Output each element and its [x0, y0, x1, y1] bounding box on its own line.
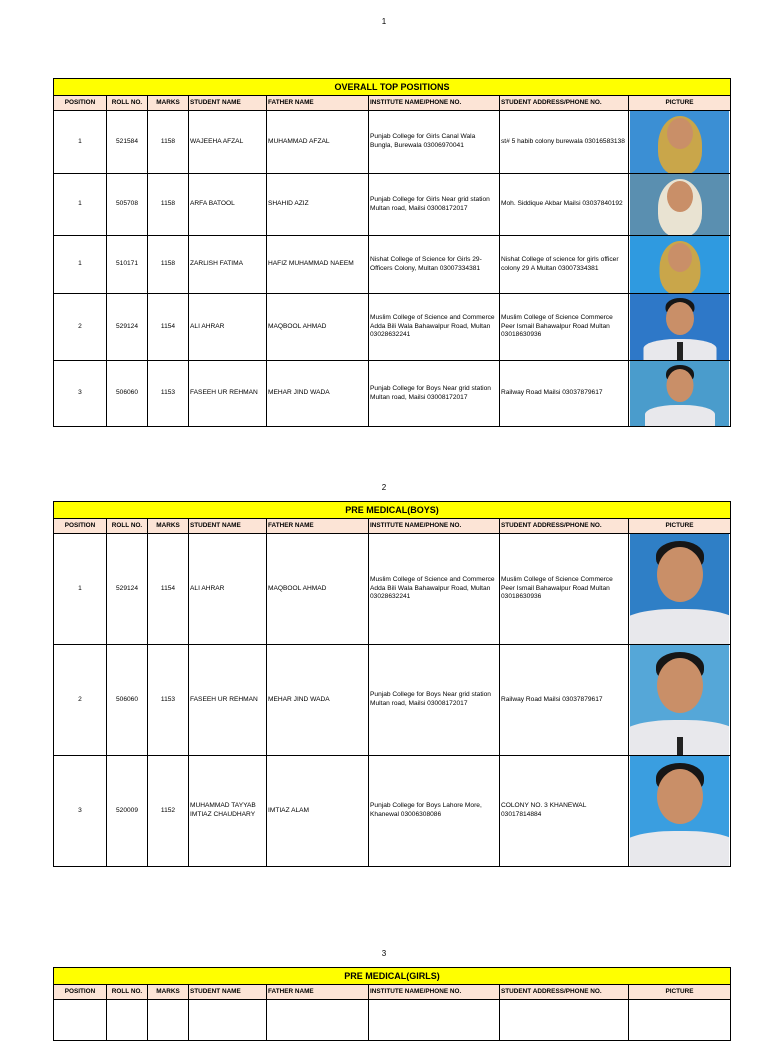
col-institute: INSTITUTE NAME/PHONE NO.	[369, 96, 500, 111]
institute-cell: Punjab College for Boys Near grid station Multan road, Mailsi 03008172017	[369, 645, 500, 756]
marks-cell: 1158	[148, 174, 189, 236]
student-name-cell: MUHAMMAD TAYYAB IMTIAZ CHAUDHARY	[189, 756, 267, 867]
father-name-cell: SHAHID AZIZ	[267, 174, 369, 236]
col-institute: INSTITUTE NAME/PHONE NO.	[369, 519, 500, 534]
student-name-cell: ARFA BATOOL	[189, 174, 267, 236]
col-address: STUDENT ADDRESS/PHONE NO.	[500, 96, 629, 111]
roll-no-cell: 520009	[107, 756, 148, 867]
col-position: POSITION	[54, 96, 107, 111]
marks-cell: 1158	[148, 236, 189, 294]
institute-cell: Punjab College for Girls Canal Wala Bungla, Burewala 03006970041	[369, 111, 500, 174]
student-name-cell: WAJEEHA AFZAL	[189, 111, 267, 174]
col-father-name: FATHER NAME	[267, 519, 369, 534]
marks-cell: 1153	[148, 645, 189, 756]
col-student-name: STUDENT NAME	[189, 519, 267, 534]
institute-cell: Muslim College of Science and Commerce Adda Bili Wala Bahawalpur Road, Multan 03028632241	[369, 534, 500, 645]
student-name-cell: ALI AHRAR	[189, 294, 267, 361]
header-row	[54, 985, 731, 1000]
table-title: PRE MEDICAL(BOYS)	[54, 502, 731, 519]
father-name-cell: MAQBOOL AHMAD	[267, 534, 369, 645]
col-roll-no: ROLL NO.	[107, 519, 148, 534]
female-student-photo	[630, 111, 729, 173]
marks-cell: 1154	[148, 534, 189, 645]
col-position: POSITION	[54, 985, 107, 1000]
roll-no-cell: 505708	[107, 174, 148, 236]
col-picture: PICTURE	[629, 96, 731, 111]
father-name-cell: MEHAR JIND WADA	[267, 645, 369, 756]
female-student-photo	[630, 236, 729, 293]
roll-no-cell: 521584	[107, 111, 148, 174]
address-cell: COLONY NO. 3 KHANEWAL 03017814884	[500, 756, 629, 867]
overall-top-positions-table	[53, 78, 731, 427]
father-name-cell: IMTIAZ ALAM	[267, 756, 369, 867]
institute-cell: Punjab College for Boys Near grid station Multan road, Mailsi 03008172017	[369, 361, 500, 427]
father-name-cell: MEHAR JIND WADA	[267, 361, 369, 427]
father-name-cell: MAQBOOL AHMAD	[267, 294, 369, 361]
table-row	[54, 111, 731, 174]
institute-cell: Punjab College for Boys Lahore More, Khanewal 03006308086	[369, 756, 500, 867]
marks-cell: 1158	[148, 111, 189, 174]
address-cell: Moh. Siddique Akbar Mailsi 03037840192	[500, 174, 629, 236]
page-number: 1	[381, 17, 387, 26]
col-father-name: FATHER NAME	[267, 96, 369, 111]
col-address: STUDENT ADDRESS/PHONE NO.	[500, 985, 629, 1000]
col-address: STUDENT ADDRESS/PHONE NO.	[500, 519, 629, 534]
position-cell: 3	[54, 361, 107, 427]
col-institute: INSTITUTE NAME/PHONE NO.	[369, 985, 500, 1000]
address-cell: Muslim College of Science Commerce Peer Ismail Bahawalpur Road Multan 03018630936	[500, 534, 629, 645]
male-student-photo	[630, 756, 729, 866]
address-cell: Railway Road Mailsi 03037879617	[500, 645, 629, 756]
page-number: 2	[381, 483, 387, 492]
table-title: OVERALL TOP POSITIONS	[54, 79, 731, 96]
table-title: PRE MEDICAL(GIRLS)	[54, 968, 731, 985]
student-name-cell: ALI AHRAR	[189, 534, 267, 645]
roll-no-cell: 529124	[107, 294, 148, 361]
pre-medical-boys-table	[53, 501, 731, 867]
female-student-photo	[630, 174, 729, 235]
male-student-photo	[630, 645, 729, 755]
col-father-name: FATHER NAME	[267, 985, 369, 1000]
address-cell: Railway Road Mailsi 03037879617	[500, 361, 629, 427]
col-student-name: STUDENT NAME	[189, 96, 267, 111]
roll-no-cell: 529124	[107, 534, 148, 645]
male-student-photo	[630, 534, 729, 644]
position-cell: 1	[54, 174, 107, 236]
table-row	[54, 756, 731, 867]
address-cell: Muslim College of Science Commerce Peer Ismail Bahawalpur Road Multan 03018630936	[500, 294, 629, 361]
male-student-photo	[630, 361, 729, 426]
student-name-cell: FASEEH UR REHMAN	[189, 361, 267, 427]
col-picture: PICTURE	[629, 519, 731, 534]
roll-no-cell: 506060	[107, 361, 148, 427]
col-roll-no: ROLL NO.	[107, 96, 148, 111]
father-name-cell: MUHAMMAD AFZAL	[267, 111, 369, 174]
col-marks: MARKS	[148, 519, 189, 534]
position-cell: 1	[54, 534, 107, 645]
position-cell: 3	[54, 756, 107, 867]
col-marks: MARKS	[148, 96, 189, 111]
male-student-photo	[630, 294, 729, 360]
institute-cell: Muslim College of Science and Commerce Adda Bili Wala Bahawalpur Road, Multan 03028632241	[369, 294, 500, 361]
table-row	[54, 236, 731, 294]
marks-cell: 1153	[148, 361, 189, 427]
address-cell: st# 5 habib colony burewala 03016583138	[500, 111, 629, 174]
pre-medical-girls-table	[53, 967, 731, 1041]
marks-cell: 1152	[148, 756, 189, 867]
roll-no-cell: 506060	[107, 645, 148, 756]
header-row	[54, 519, 731, 534]
marks-cell: 1154	[148, 294, 189, 361]
student-name-cell: ZARLISH FATIMA	[189, 236, 267, 294]
student-name-cell: FASEEH UR REHMAN	[189, 645, 267, 756]
table-row	[54, 645, 731, 756]
col-student-name: STUDENT NAME	[189, 985, 267, 1000]
table-row	[54, 174, 731, 236]
col-roll-no: ROLL NO.	[107, 985, 148, 1000]
col-position: POSITION	[54, 519, 107, 534]
col-marks: MARKS	[148, 985, 189, 1000]
institute-cell: Punjab College for Girls Near grid station Multan road, Mailsi 03008172017	[369, 174, 500, 236]
page-number: 3	[381, 949, 387, 958]
header-row	[54, 96, 731, 111]
position-cell: 2	[54, 645, 107, 756]
table-row	[54, 534, 731, 645]
table-row	[54, 294, 731, 361]
position-cell: 1	[54, 236, 107, 294]
table-row-partial	[54, 1000, 731, 1041]
father-name-cell: HAFIZ MUHAMMAD NAEEM	[267, 236, 369, 294]
roll-no-cell: 510171	[107, 236, 148, 294]
table-row	[54, 361, 731, 427]
position-cell: 2	[54, 294, 107, 361]
address-cell: Nishat College of science for girls officer colony 29 A Multan 03007334381	[500, 236, 629, 294]
institute-cell: Nishat College of Science for Girls 29-Officers Colony, Multan 03007334381	[369, 236, 500, 294]
position-cell: 1	[54, 111, 107, 174]
col-picture: PICTURE	[629, 985, 731, 1000]
